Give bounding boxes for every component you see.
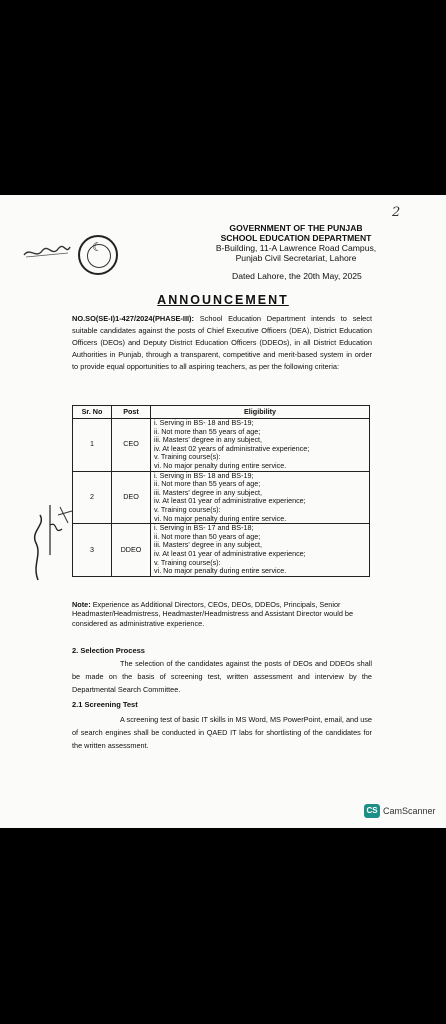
criterion: vi. No major penalty during entire service. <box>154 460 287 470</box>
camscanner-watermark: CamScanner <box>383 806 436 816</box>
handwritten-initials <box>22 243 72 261</box>
criterion: v. Training course(s): <box>154 452 221 462</box>
criterion: ii. Not more than 55 years of age; <box>154 426 261 436</box>
header-line-2: SCHOOL EDUCATION DEPARTMENT <box>220 233 372 243</box>
post: CEO <box>112 419 151 472</box>
eligibility-table <box>72 405 370 577</box>
note-text: Experience as Additional Directors, CEOs, DEOs, DDEOs, Principals, Senior Headmaster/Headmistress, Headmaster/Headmistress and Assistant Director would be considered as administrative experience. <box>72 600 354 628</box>
intro-paragraph <box>72 313 372 373</box>
section-2-text: The selection of the candidates against the posts of DEOs and DDEOs shall be made on the basis of screening test, written assessment and interview by the Departmental Search Committee. <box>72 659 372 694</box>
criterion: vi. No major penalty during entire service. <box>154 513 287 523</box>
section-2-1-heading: 2.1 Screening Test <box>72 700 138 709</box>
table-row <box>73 524 370 577</box>
header-post: Post <box>112 406 151 419</box>
criterion: iv. At least 01 year of administrative experience; <box>154 496 306 506</box>
table-header-row <box>73 406 370 419</box>
sr-no: 3 <box>73 524 112 577</box>
page-number: 2 <box>392 205 401 220</box>
post: DDEO <box>112 524 151 577</box>
reference-number: NO.SO(SE-I)1-427/2024(PHASE-III): <box>72 314 194 323</box>
criterion: i. Serving in BS- 18 and BS-19; <box>154 418 254 427</box>
post: DEO <box>112 471 151 524</box>
criterion: ii. Not more than 55 years of age; <box>154 479 261 489</box>
criterion: iv. At least 01 year of administrative experience; <box>154 548 306 558</box>
table-row <box>73 471 370 524</box>
criterion: v. Training course(s): <box>154 557 221 567</box>
criterion: iii. Masters' degree in any subject, <box>154 487 263 497</box>
dated-line: Dated Lahore, the 20th May, 2025 <box>232 271 362 281</box>
section-2-1-text: A screening test of basic IT skills in MS Word, MS PowerPoint, email, and use of search engines shall be conducted in QAED IT labs for shortlisting of the candidates for the written assessment. <box>72 715 372 750</box>
header-eligibility: Eligibility <box>151 406 370 419</box>
sr-no: 1 <box>73 419 112 472</box>
camscanner-logo: CS <box>364 804 380 818</box>
criterion: vi. No major penalty during entire service. <box>154 566 287 576</box>
criterion: ii. Not more than 50 years of age; <box>154 531 261 541</box>
criterion: iv. At least 02 years of administrative experience; <box>154 443 310 453</box>
table-row <box>73 419 370 472</box>
handwritten-signature <box>28 495 83 585</box>
criterion: iii. Masters' degree in any subject, <box>154 435 263 445</box>
criterion: i. Serving in BS- 17 and BS-18; <box>154 523 254 533</box>
punjab-government-logo: ☾ <box>78 235 118 275</box>
criterion: i. Serving in BS- 18 and BS-19; <box>154 470 254 480</box>
criterion: iii. Masters' degree in any subject, <box>154 540 263 550</box>
section-2-heading: 2. Selection Process <box>72 646 145 655</box>
header-line-4: Punjab Civil Secretariat, Lahore <box>235 253 357 263</box>
note-paragraph <box>72 600 372 628</box>
criterion: v. Training course(s): <box>154 504 221 514</box>
announcement-title: ANNOUNCEMENT <box>157 293 289 307</box>
header-line-3: B-Building, 11-A Lawrence Road Campus, <box>215 243 377 253</box>
header-sr-no: Sr. No <box>73 406 112 419</box>
note-label: Note: <box>72 600 91 609</box>
eligibility-criteria <box>151 419 370 472</box>
eligibility-criteria <box>151 471 370 524</box>
intro-text: School Education Department intends to select suitable candidates against the posts of Chief Executive Officers (DEA), District Education Officers (DEOs) and Deputy District Education Officers (DDEOs), in all District Education Authorities in Punjab, through a transparent, competitive and merit-based system in order to provide equal opportunities to all aspiring teachers, as per the following criteria: <box>72 314 372 371</box>
header-line-1: GOVERNMENT OF THE PUNJAB <box>229 223 363 233</box>
sr-no: 2 <box>73 471 112 524</box>
scanned-document-page <box>0 195 446 828</box>
eligibility-criteria <box>151 524 370 577</box>
